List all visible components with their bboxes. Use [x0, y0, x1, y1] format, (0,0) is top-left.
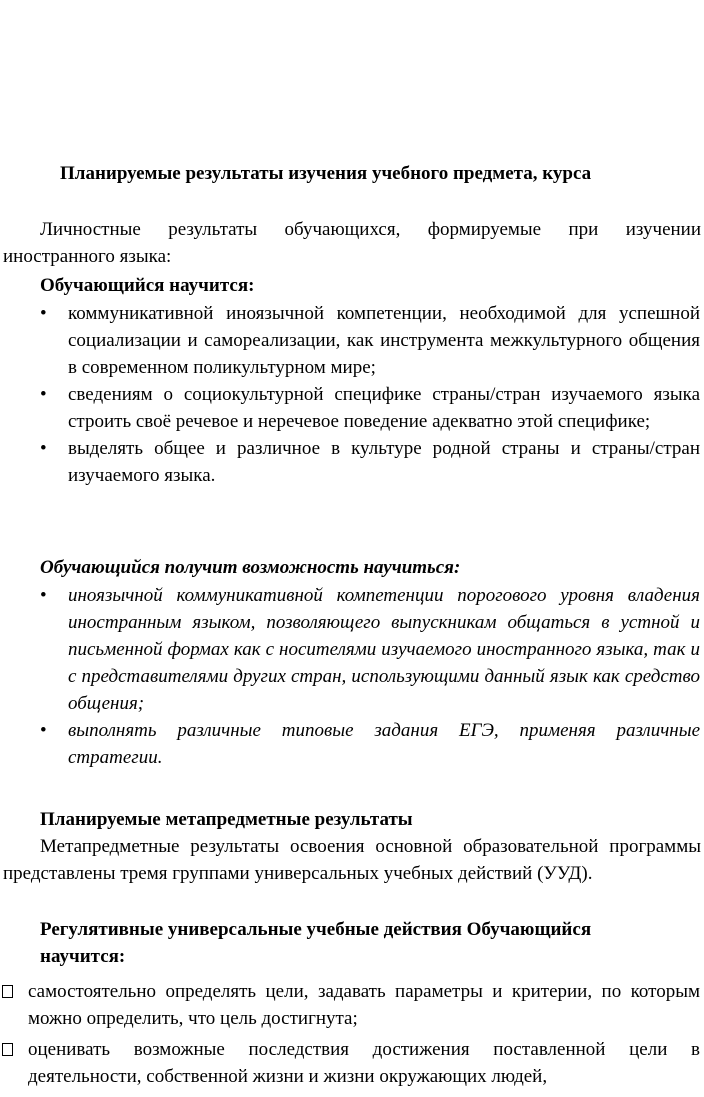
list-item-text: коммуникативной иноязычной компетенции, необходимой для успешной социализации и самореализации, как инструмента межкультурного общения в современном поликультурном мире;: [68, 303, 700, 378]
list-item: [0, 582, 704, 717]
checkbox-square-icon: [2, 985, 13, 998]
regulative-list: [0, 978, 704, 1094]
regulative-heading: [40, 916, 660, 970]
bullet-icon: •: [40, 720, 47, 741]
personal-results-intro: Личностные результаты обучающихся, формируемые при изучении иностранного языка:: [3, 219, 701, 267]
list-item: [0, 978, 704, 1032]
bullet-icon: •: [40, 384, 47, 405]
bullet-icon: •: [40, 438, 47, 459]
list-item-text: сведениям о социокультурной специфике страны/стран изучаемого языка строить своё речевое и неречевое поведение адекватно этой специфике;: [68, 384, 700, 432]
list-item-text: оценивать возможные последствия достижения поставленной цели в деятельности, собственной жизни и жизни окружающих людей,: [28, 1039, 700, 1087]
list-item-text: выполнять различные типовые задания ЕГЭ, применяя различные стратегии.: [68, 720, 700, 768]
learn-heading: Обучающийся научится:: [40, 275, 255, 296]
opportunity-heading: Обучающийся получит возможность научиться:: [40, 557, 461, 578]
list-item: [0, 717, 704, 771]
list-item-text: выделять общее и различное в культуре родной страны и страны/стран изучаемого языка.: [68, 438, 700, 486]
page-title: Планируемые результаты изучения учебного предмета, курса: [60, 163, 592, 184]
list-item: [0, 381, 704, 435]
list-item-text: самостоятельно определять цели, задавать параметры и критерии, по которым можно определить, что цель достигнута;: [28, 981, 700, 1029]
regulative-heading-line1: Регулятивные универсальные учебные действия Обучающийся: [40, 919, 592, 940]
list-item: [0, 300, 704, 381]
meta-intro: Метапредметные результаты освоения основной образовательной программы представлены тремя группами универсальных учебных действий (УУД).: [3, 836, 701, 884]
regulative-heading-line2: научится:: [40, 946, 126, 967]
opportunity-list: [0, 582, 704, 771]
bullet-icon: •: [40, 585, 47, 606]
learn-list: [0, 300, 704, 489]
list-item: [0, 435, 704, 489]
checkbox-square-icon: [2, 1043, 13, 1056]
meta-heading: Планируемые метапредметные результаты: [40, 809, 413, 830]
list-item-text: иноязычной коммуникативной компетенции порогового уровня владения иностранным языком, позволяющего выпускникам общаться в устной и письменной формах как с носителями изучаемого иностранного языка, так и с представителями других стран, использующими данный язык как средство общения;: [68, 585, 700, 714]
list-item: [0, 1036, 704, 1090]
bullet-icon: •: [40, 303, 47, 324]
